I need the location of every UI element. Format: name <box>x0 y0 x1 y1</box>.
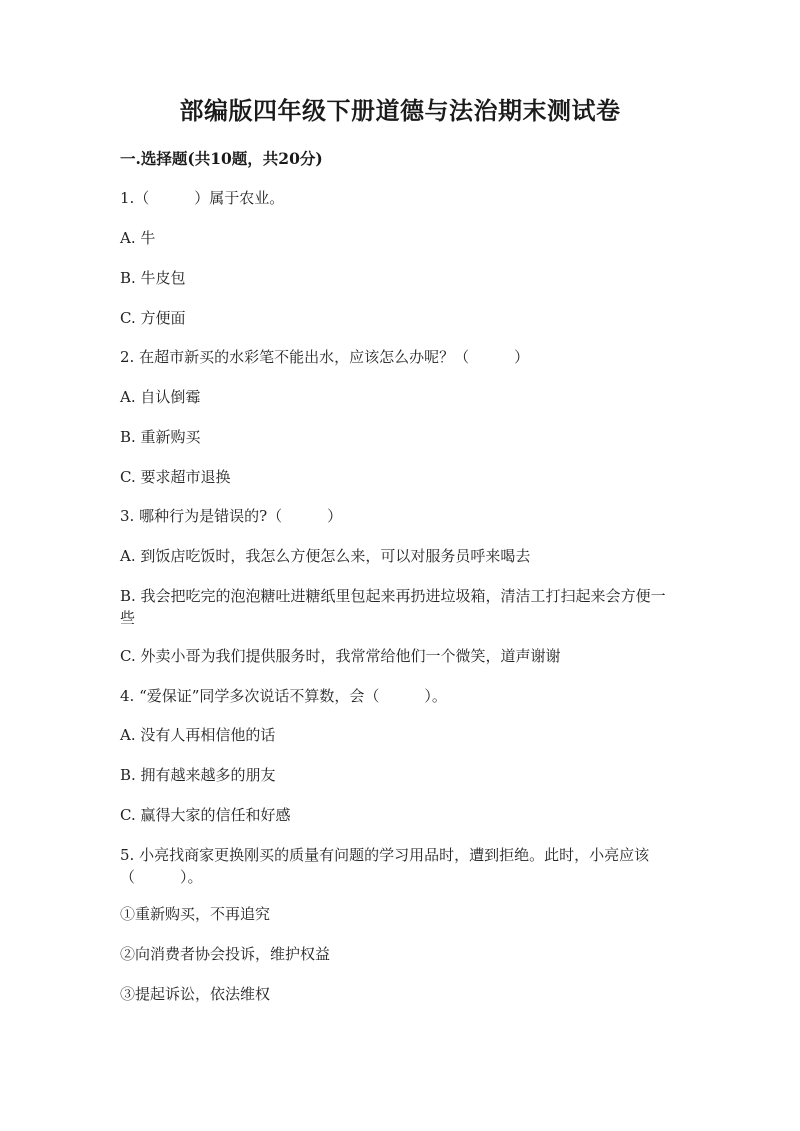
question-2-option-b: B. 重新购买 <box>120 428 201 446</box>
question-5-option-2: ②向消费者协会投诉，维护权益 <box>120 945 331 963</box>
question-1-stem: 1.（ ）属于农业。 <box>120 189 285 207</box>
section-heading: 一.选择题(共10题，共20分) <box>120 149 323 168</box>
question-3-option-a: A. 到饭店吃饭时，我怎么方便怎么来，可以对服务员呼来喝去 <box>120 547 531 565</box>
question-5-option-3: ③提起诉讼，依法维权 <box>120 985 271 1003</box>
question-3-stem: 3. 哪种行为是错误的?（ ） <box>120 507 343 525</box>
question-3-option-b: B. 我会把吃完的泡泡糖吐进糖纸里包起来再扔进垃圾箱，清洁工打扫起来会方便一些 <box>120 587 666 627</box>
question-1-option-c: C. 方便面 <box>120 309 186 327</box>
question-5-option-1: ①重新购买，不再追究 <box>120 905 271 923</box>
question-4-option-a: A. 没有人再相信他的话 <box>120 726 276 744</box>
question-3-option-c: C. 外卖小哥为我们提供服务时，我常常给他们一个微笑，道声谢谢 <box>120 647 561 665</box>
question-1-option-b: B. 牛皮包 <box>120 269 186 287</box>
question-4-stem: 4. “爱保证”同学多次说话不算数，会（ ）。 <box>120 687 447 705</box>
page-title: 部编版四年级下册道德与法治期末测试卷 <box>179 96 621 125</box>
question-2-stem: 2. 在超市新买的水彩笔不能出水，应该怎么办呢？（ ） <box>120 348 530 366</box>
question-4-option-b: B. 拥有越来越多的朋友 <box>120 766 276 784</box>
question-2-option-a: A. 自认倒霉 <box>120 388 201 406</box>
question-4-option-c: C. 赢得大家的信任和好感 <box>120 806 291 824</box>
question-2-option-c: C. 要求超市退换 <box>120 468 231 486</box>
question-1-option-a: A. 牛 <box>120 229 156 247</box>
question-5-stem: 5. 小亮找商家更换刚买的质量有问题的学习用品时，遭到拒绝。此时，小亮应该（ ）。 <box>120 846 650 886</box>
